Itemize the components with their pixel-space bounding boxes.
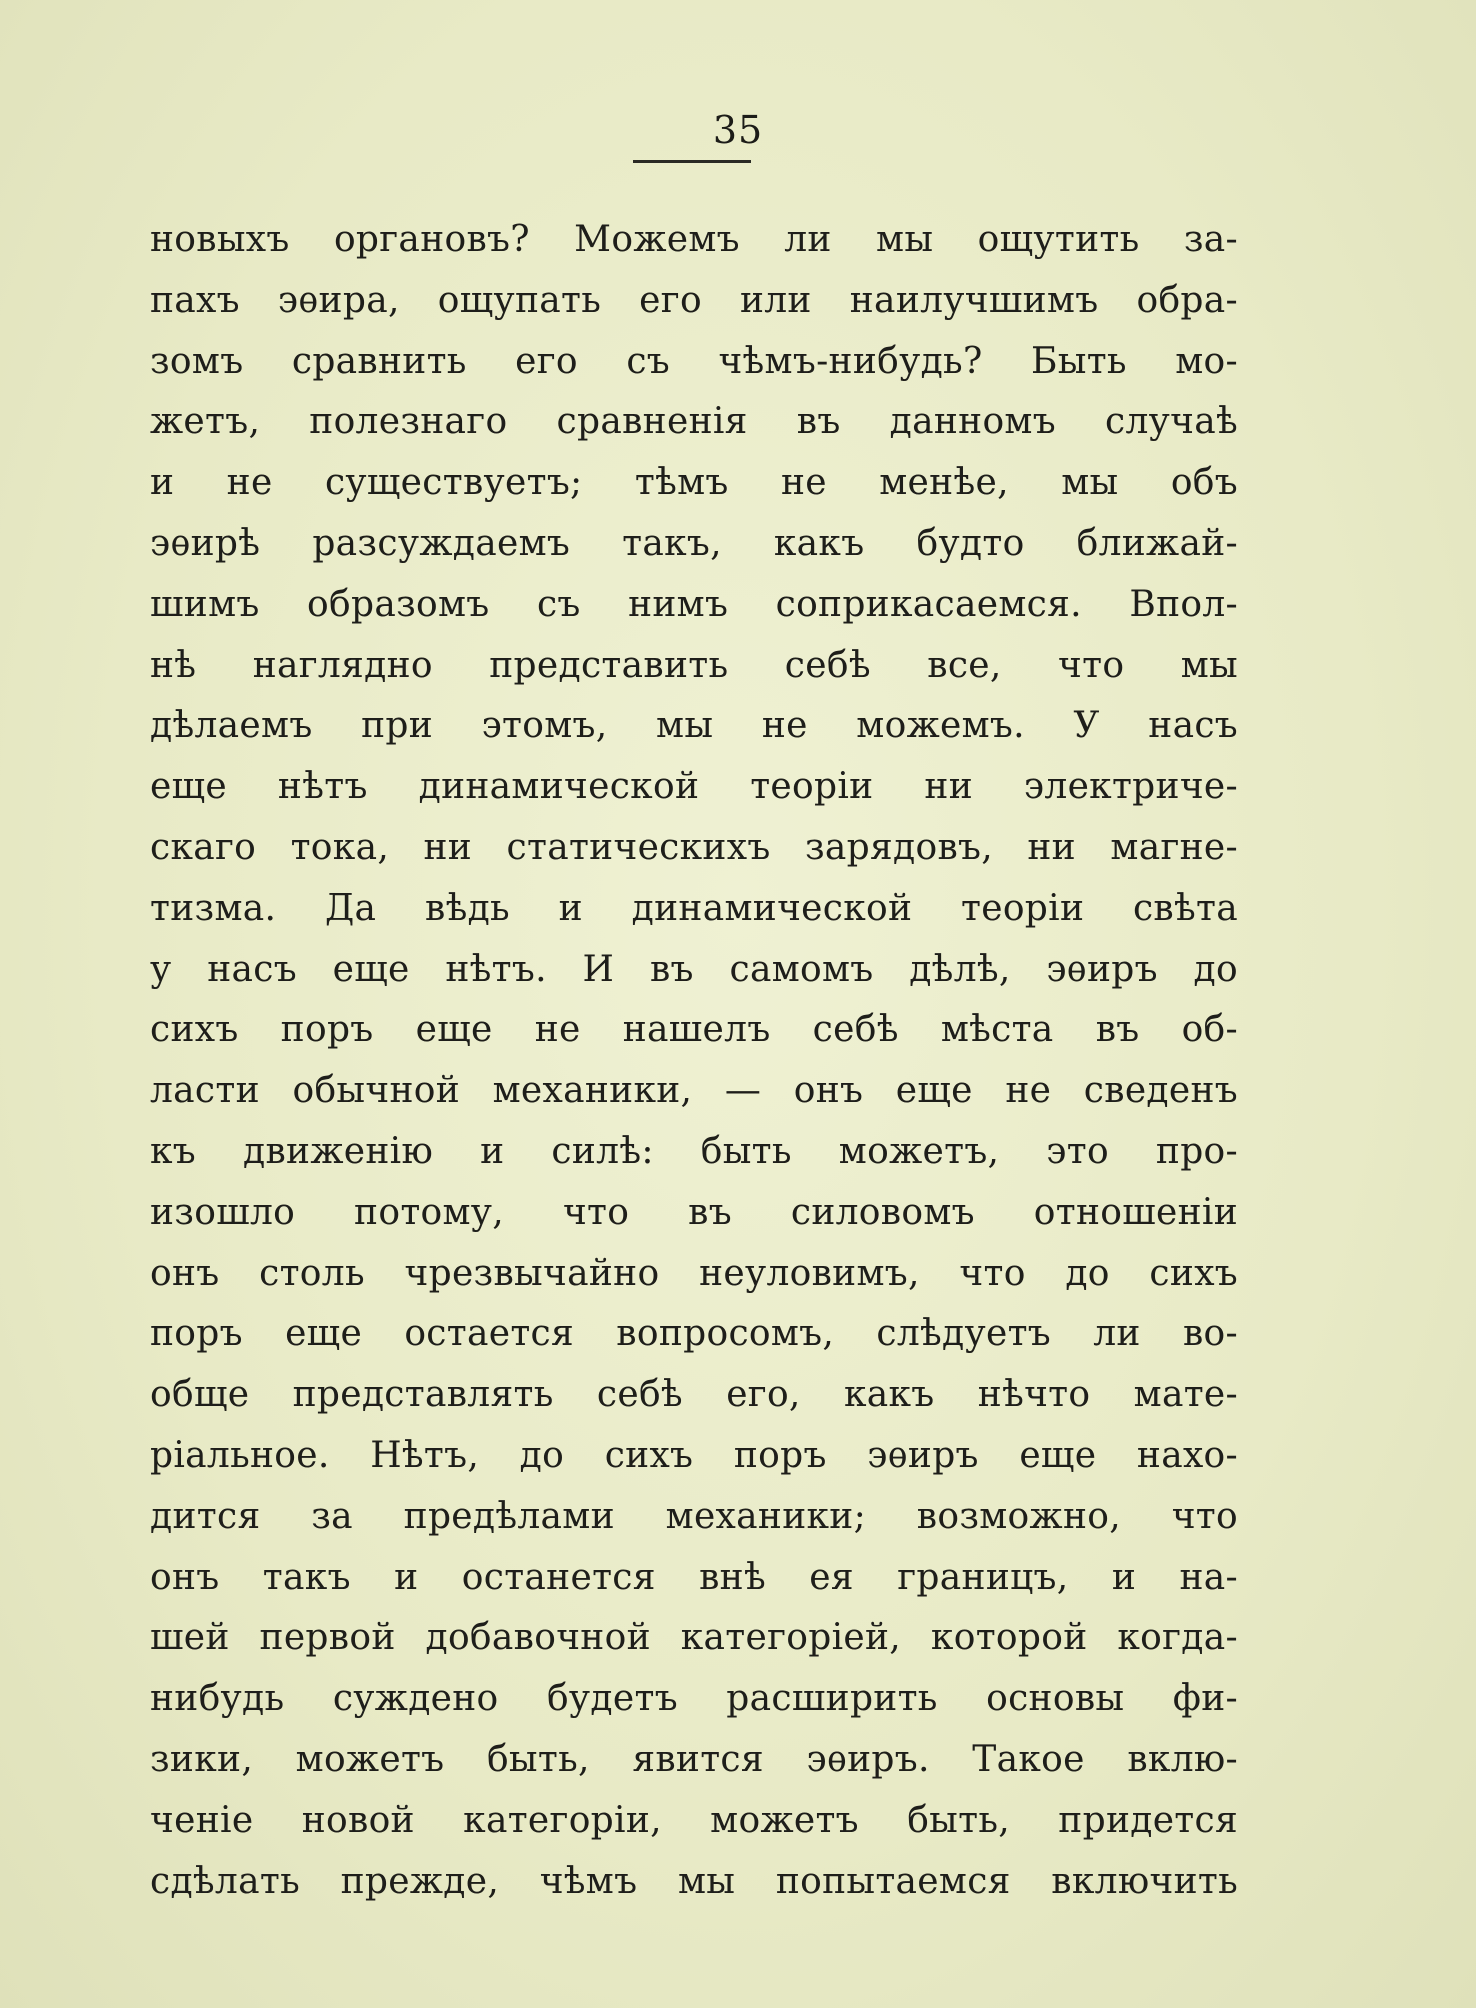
text-line: изошло потому, что въ силовомъ отношеніи: [150, 1191, 1238, 1233]
body-text: [150, 210, 1238, 1912]
text-line: шей первой добавочной категоріей, которой когда-: [150, 1617, 1238, 1659]
text-line: ласти обычной механики, — онъ еще не сведенъ: [150, 1070, 1238, 1112]
text-line: еще нѣтъ динамической теоріи ни электриче-: [150, 766, 1238, 808]
text-line: дѣлаемъ при этомъ, мы не можемъ. У насъ: [150, 705, 1238, 747]
text-line: къ движенію и силѣ: быть можетъ, это про-: [150, 1130, 1238, 1172]
text-line: и не существуетъ; тѣмъ не менѣе, мы объ: [150, 462, 1238, 504]
text-line: нибудь суждено будетъ расширить основы фи-: [150, 1678, 1238, 1720]
text-line: дится за предѣлами механики; возможно, что: [150, 1495, 1238, 1537]
page-number-rule: [633, 160, 751, 163]
text-line: сдѣлать прежде, чѣмъ мы попытаемся включить: [150, 1860, 1238, 1902]
text-line: нѣ наглядно представить себѣ все, что мы: [150, 644, 1238, 686]
text-line: зомъ сравнить его съ чѣмъ-нибудь? Быть мо-: [150, 340, 1238, 382]
text-line: жетъ, полезнаго сравненія въ данномъ случаѣ: [150, 401, 1238, 443]
text-line: у насъ еще нѣтъ. И въ самомъ дѣлѣ, эѳиръ до: [150, 948, 1238, 990]
text-line: ріальное. Нѣтъ, до сихъ поръ эѳиръ еще нахо-: [150, 1434, 1238, 1476]
text-line: поръ еще остается вопросомъ, слѣдуетъ ли во-: [150, 1313, 1238, 1355]
text-line: онъ столь чрезвычайно неуловимъ, что до сихъ: [150, 1252, 1238, 1294]
text-line: сихъ поръ еще не нашелъ себѣ мѣста въ об-: [150, 1009, 1238, 1051]
text-line: шимъ образомъ съ нимъ соприкасаемся. Впол-: [150, 583, 1238, 625]
text-line: новыхъ органовъ? Можемъ ли мы ощутить за-: [150, 219, 1238, 260]
text-line: эѳирѣ разсуждаемъ такъ, какъ будто ближай-: [150, 522, 1238, 564]
text-line: тизма. Да вѣдь и динамической теоріи свѣта: [150, 887, 1238, 929]
page-number: 35: [712, 108, 764, 152]
text-line: зики, можетъ быть, явится эѳиръ. Такое вклю-: [150, 1738, 1238, 1780]
text-line: обще представлять себѣ его, какъ нѣчто мате-: [150, 1374, 1238, 1416]
text-line: ченіе новой категоріи, можетъ быть, придется: [150, 1799, 1238, 1841]
text-line: онъ такъ и останется внѣ ея границъ, и на-: [150, 1556, 1238, 1598]
text-line: скаго тока, ни статическихъ зарядовъ, ни магне-: [150, 826, 1238, 868]
text-line: пахъ эѳира, ощупать его или наилучшимъ обра-: [150, 279, 1238, 321]
